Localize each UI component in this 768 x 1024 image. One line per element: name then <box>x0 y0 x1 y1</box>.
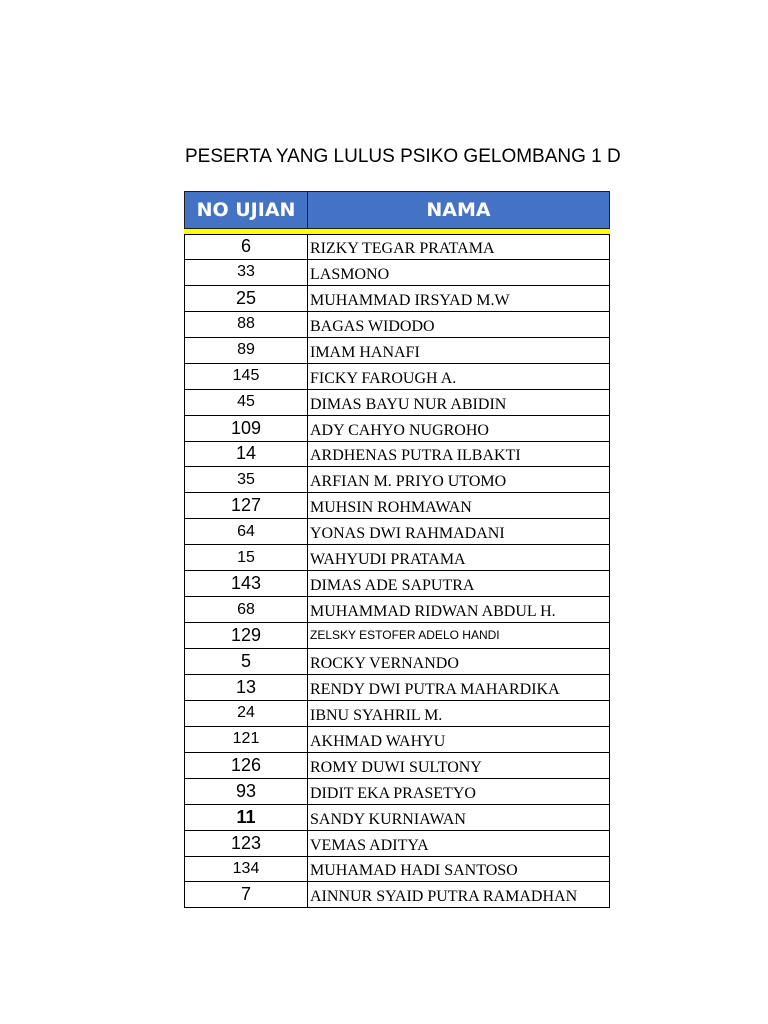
table-row <box>184 649 610 675</box>
header-no-ujian: NO UJIAN <box>185 192 308 228</box>
table-row <box>184 597 610 623</box>
cell-nama: ARDHENAS PUTRA ILBAKTI <box>310 447 521 465</box>
cell-no-ujian: 6 <box>185 235 308 259</box>
cell-nama: VEMAS ADITYA <box>310 836 429 854</box>
cell-no-ujian: 25 <box>185 286 308 311</box>
table-row <box>184 416 610 442</box>
cell-no-ujian: 35 <box>185 467 308 492</box>
cell-no-ujian: 7 <box>185 882 308 907</box>
table-row <box>184 338 610 364</box>
cell-no-ujian: 13 <box>185 675 308 700</box>
cell-nama: RENDY DWI PUTRA MAHARDIKA <box>310 680 560 698</box>
cell-nama: ROMY DUWI SULTONY <box>310 758 482 776</box>
cell-nama: RIZKY TEGAR PRATAMA <box>310 239 495 257</box>
cell-no-ujian: 127 <box>185 493 308 518</box>
cell-nama: MUHAMMAD IRSYAD M.W <box>310 291 510 309</box>
table-row <box>184 519 610 545</box>
cell-nama: AINNUR SYAID PUTRA RAMADHAN <box>310 888 578 906</box>
cell-no-ujian: 93 <box>185 779 308 804</box>
cell-no-ujian: 89 <box>185 338 308 363</box>
cell-nama: SANDY KURNIAWAN <box>310 810 466 828</box>
table-row <box>184 467 610 493</box>
cell-nama: MUHAMAD HADI SANTOSO <box>310 862 518 880</box>
cell-nama: MUHAMMAD RIDWAN ABDUL H. <box>310 603 556 621</box>
table-row <box>184 805 610 831</box>
cell-no-ujian: 121 <box>185 727 308 752</box>
cell-nama: ROCKY VERNANDO <box>310 654 459 672</box>
header-nama: NAMA <box>426 199 491 221</box>
cell-nama: MUHSIN ROHMAWAN <box>310 499 472 517</box>
table-row <box>184 831 610 857</box>
cell-nama: ARFIAN M. PRIYO UTOMO <box>310 473 507 491</box>
table-row <box>184 753 610 779</box>
cell-no-ujian: 24 <box>185 701 308 726</box>
cell-no-ujian: 68 <box>185 597 308 622</box>
table-row <box>184 882 610 908</box>
table-row <box>184 675 610 701</box>
cell-nama: YONAS DWI RAHMADANI <box>310 525 505 543</box>
cell-no-ujian: 45 <box>185 390 308 415</box>
table-row <box>184 571 610 597</box>
table-row <box>184 390 610 416</box>
table-row <box>184 286 610 312</box>
cell-no-ujian: 88 <box>185 312 308 337</box>
cell-no-ujian: 143 <box>185 571 308 596</box>
table-row <box>184 312 610 338</box>
cell-no-ujian: 109 <box>185 416 308 441</box>
table-row <box>184 234 610 260</box>
table-row <box>184 364 610 390</box>
cell-nama: WAHYUDI PRATAMA <box>310 551 466 569</box>
table-row <box>184 545 610 571</box>
table-row <box>184 779 610 805</box>
cell-no-ujian: 33 <box>185 260 308 285</box>
cell-nama: IMAM HANAFI <box>310 343 420 361</box>
cell-nama: AKHMAD WAHYU <box>310 732 446 750</box>
cell-no-ujian: 11 <box>185 805 308 830</box>
cell-no-ujian: 15 <box>185 545 308 570</box>
table-row <box>184 701 610 727</box>
cell-no-ujian: 126 <box>185 753 308 778</box>
cell-no-ujian: 145 <box>185 364 308 389</box>
cell-nama: FICKY FAROUGH A. <box>310 369 457 387</box>
cell-nama: ZELSKY ESTOFER ADELO HANDI <box>310 628 500 643</box>
table-row <box>184 727 610 753</box>
cell-no-ujian: 64 <box>185 519 308 544</box>
cell-nama: LASMONO <box>310 265 390 283</box>
table-row <box>184 442 610 468</box>
cell-no-ujian: 129 <box>185 623 308 648</box>
table-row <box>184 493 610 519</box>
table-row <box>184 260 610 286</box>
cell-nama: ADY CAHYO NUGROHO <box>310 421 489 439</box>
cell-nama: BAGAS WIDODO <box>310 317 435 335</box>
cell-nama: IBNU SYAHRIL M. <box>310 706 443 724</box>
table-header <box>184 191 610 229</box>
cell-no-ujian: 134 <box>185 857 308 882</box>
table-body <box>184 234 610 908</box>
cell-no-ujian: 14 <box>185 442 308 467</box>
page-title: PESERTA YANG LULUS PSIKO GELOMBANG 1 D <box>185 146 621 167</box>
cell-nama: DIMAS ADE SAPUTRA <box>310 577 475 595</box>
table-row <box>184 857 610 883</box>
cell-no-ujian: 123 <box>185 831 308 856</box>
cell-nama: DIMAS BAYU NUR ABIDIN <box>310 395 507 413</box>
results-table <box>184 191 610 908</box>
cell-no-ujian: 5 <box>185 649 308 674</box>
table-row <box>184 623 610 649</box>
cell-nama: DIDIT EKA PRASETYO <box>310 784 476 802</box>
